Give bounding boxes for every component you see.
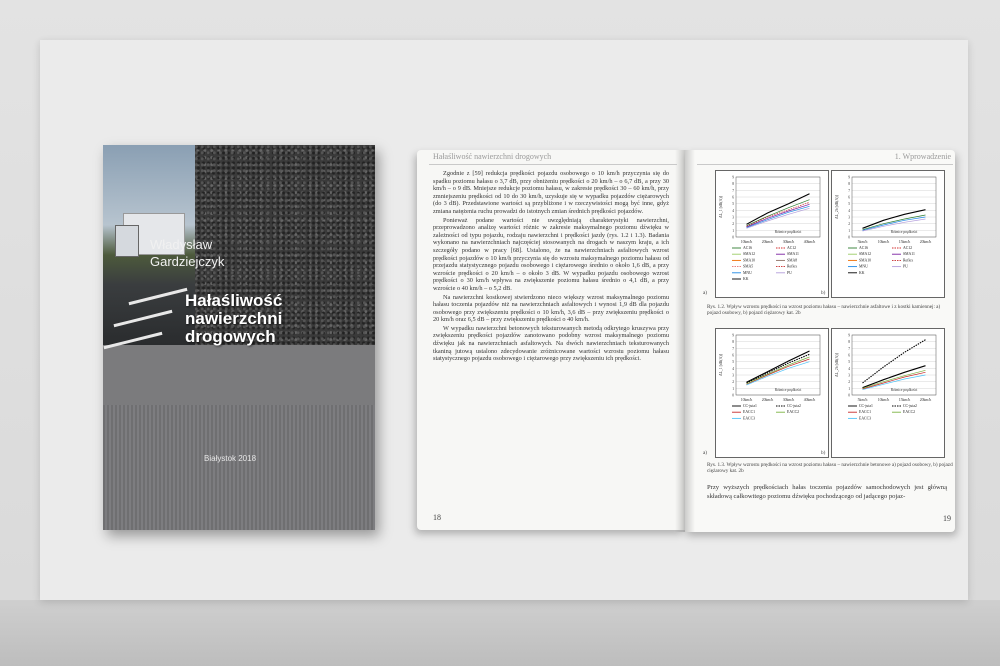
legend-label: SMA8 [787, 258, 798, 263]
x-tick-label: 40km/h [803, 240, 816, 244]
legend-label: SMA11 [787, 252, 799, 257]
x-tick-label: 20km/h [761, 240, 774, 244]
legend-label: AC12 [787, 246, 797, 250]
series-line [863, 370, 926, 388]
legend-label: KK [859, 270, 865, 275]
shelf [0, 600, 1000, 666]
x-tick-label: 30km/h [782, 398, 795, 402]
legend-label: EACC1 [743, 410, 756, 415]
series-line [747, 208, 810, 228]
legend-label: CC-juta1 [859, 404, 873, 408]
y-axis-label: ΔL_1 [dB(A)] [719, 196, 723, 218]
x-tick-label: 30km/h [782, 240, 795, 244]
y-tick-label: 0 [848, 393, 850, 398]
x-tick-label: 5km/h [857, 398, 868, 402]
chart-svg [832, 329, 944, 457]
x-axis-title: Różnice prędkości [890, 230, 918, 234]
legend-label: AC12 [903, 246, 913, 250]
y-tick-label: 7 [848, 346, 850, 351]
y-tick-label: 5 [848, 360, 850, 365]
legend-label: EACC3 [743, 416, 756, 421]
paragraph: Ponieważ podane wartości nie uwzględniają charakterystyki nawierzchni, przeprowadzono analizę wartości różnic w zakresie maksymalnego poziomu dźwięku w zależności od typu pojazdu, rodzaju nawierzchni i prędkości jazdy (rys. 1.2 i 1.3). Badania wykonano na nawierzchniach najczęściej stosowanych na drogach w naszym kraju, a ich szczegóły podano w pracy [68]. Ustalono, że na nawierzchniach asfaltowych wzrost prędkości pojazdów o 10 km/h przyczynia się do wzrostu maksymalnego poziomu hałasu od przejazdu statystycznego pojazdu osobowego i ciężarowego średnio o około 1,6 dB, a przy wzroście prędkości o 20 km/h – o około 3 dB. W wypadku pojazdu osobowego wzrost prędkości o 30 km/h wpływa na zwiększenie poziomu hałasu średnio o 4,1 dB, a przy wzroście o 40 km/h – o 5,2 dB. [433, 216, 669, 292]
x-tick-label: 10km/h [877, 240, 890, 244]
legend-label: AC16 [743, 246, 753, 250]
panel-label-a: a) [703, 290, 708, 296]
y-tick-label: 8 [848, 182, 850, 187]
left-header-rule [429, 164, 677, 165]
y-tick-label: 0 [732, 235, 734, 240]
figure-caption-1-2: Rys. 1.2. Wpływ wzrostu prędkości na wzrost poziomu hałasu – nawierzchnie asfaltowe i z kostki kamiennej: a) pojazd osobowy, b) pojazd ciężarowy kat. 2b [707, 304, 941, 317]
x-tick-label: 15km/h [898, 398, 911, 402]
left-running-header: Hałaśliwość nawierzchni drogowych [433, 152, 552, 161]
x-axis-title: Różnice prędkości [774, 230, 802, 234]
y-tick-label: 5 [732, 360, 734, 365]
truck-cab-image [115, 225, 139, 257]
y-tick-label: 6 [732, 353, 734, 358]
legend-label: PU [903, 264, 908, 269]
y-tick-label: 7 [848, 188, 850, 193]
open-book [397, 140, 985, 548]
y-axis-label: ΔL_2b [dB(A)] [835, 353, 839, 377]
x-tick-label: 15km/h [898, 240, 911, 244]
y-tick-label: 9 [732, 175, 734, 180]
y-tick-label: 3 [732, 373, 734, 378]
y-tick-label: 1 [732, 228, 734, 233]
y-tick-label: 1 [848, 228, 850, 233]
legend-label: KK [743, 277, 749, 281]
x-tick-label: 40km/h [803, 398, 816, 402]
x-tick-label: 20km/h [919, 240, 932, 244]
y-tick-label: 2 [848, 222, 850, 227]
x-tick-label: 10km/h [877, 398, 890, 402]
series-line [863, 210, 926, 229]
legend-label: EACC1 [859, 410, 872, 415]
x-tick-label: 20km/h [761, 398, 774, 402]
paragraph: W wypadku nawierzchni betonowych teksturowanych metodą odkrytego kruszywa przy zwiększeniu prędkości pojazdów zanotowano podobny wzrost maksymalnego poziomu dźwięku jak na nawierzchniach asfaltowych. Na dwóch nawierzchniach teksturowanych tkaniną jutową ustalono zdecydowanie zróżnicowane wartości wzrostu poziomu hałasu statystycznego pojazdu osobowego i ciężarowego przy zwiększeniu ich prędkości. [433, 324, 669, 363]
left-body-text [433, 170, 669, 364]
y-tick-label: 4 [848, 208, 850, 213]
y-tick-label: 4 [732, 366, 734, 371]
panel-label-b: b) [821, 290, 826, 296]
y-tick-label: 9 [848, 175, 850, 180]
y-tick-label: 6 [848, 353, 850, 358]
y-axis-label: ΔL_2b [dB(A)] [835, 195, 839, 219]
legend-label: SMA12 [859, 252, 872, 257]
title-line-2: nawierzchni [185, 309, 283, 328]
plot-frame [852, 335, 936, 395]
x-tick-label: 20km/h [919, 398, 932, 402]
y-tick-label: 3 [732, 215, 734, 220]
y-tick-label: 2 [848, 380, 850, 385]
y-tick-label: 5 [732, 202, 734, 207]
series-line [747, 359, 810, 384]
legend-label: PU [787, 270, 792, 275]
chart-concrete-car [715, 328, 829, 458]
y-tick-label: 0 [848, 235, 850, 240]
y-tick-label: 5 [848, 202, 850, 207]
chart-concrete-truck [831, 328, 945, 458]
legend-label: AC16 [859, 246, 869, 250]
y-tick-label: 3 [848, 215, 850, 220]
author-first-name: Władysław [150, 237, 213, 252]
legend-label: MNU [859, 264, 868, 269]
cover-author [150, 236, 350, 270]
figure-caption-1-3: Rys. 1.3. Wpływ wzrostu prędkości na wzrost poziomu hałasu – nawierzchnie betonowe a) pojazd osobowy, b) pojazd ciężarowy kat. 2b [707, 462, 953, 475]
x-tick-label: 5km/h [857, 240, 868, 244]
panel-label-b: b) [821, 450, 826, 456]
y-tick-label: 7 [732, 346, 734, 351]
chart-asphalt-car [715, 170, 829, 298]
legend-label: EACC2 [787, 410, 800, 415]
road-marking [114, 310, 173, 327]
y-axis-label: ΔL_1 [dB(A)] [719, 354, 723, 376]
legend-label: Reflex [903, 258, 914, 263]
legend-label: SMA10 [743, 258, 756, 263]
y-tick-label: 1 [848, 386, 850, 391]
y-tick-label: 9 [732, 333, 734, 338]
right-page-number: 19 [943, 514, 951, 523]
y-tick-label: 4 [848, 366, 850, 371]
paragraph: Zgodnie z [59] redukcja prędkości pojazdu osobowego o 10 km/h przyczynia się do spadku poziomu hałasu o 3,7 dB, przy obniżeniu prędkości o 20 km/h – o 6,7 dB, a przy 30 km/h – o 9 dB. Mniejsze redukcje poziomu hałasu, w zakresie prędkości 30 – 60 km/h, przy zmniejszeniu prędkości od 10 do 30 km/h, uzyskuje się w wypadku pojazdów ciężarowych (do 3 dB). Przedstawione wartości są przybliżone i w rzeczywistości mogą być inne, gdyż zmiana natężenia ruchu prowadzi do istotnych zmian średnich prędkości pojazdów. [433, 170, 669, 215]
x-axis-title: Różnice prędkości [774, 388, 802, 392]
y-tick-label: 2 [732, 222, 734, 227]
road-marking [129, 288, 188, 305]
y-tick-label: 8 [732, 340, 734, 345]
author-last-name: Gardziejczyk [150, 254, 225, 269]
road-surface-texture [103, 405, 375, 530]
title-line-1: Hałaśliwość [185, 291, 283, 310]
legend-label: CC-juta2 [903, 404, 917, 408]
chart-svg [716, 171, 828, 297]
right-running-header: 1. Wprowadzenie [894, 152, 951, 161]
left-page-number: 18 [433, 513, 441, 522]
legend-label: SMA11 [903, 252, 915, 257]
cover-title [185, 292, 375, 346]
title-line-3: drogowych [185, 327, 276, 346]
y-tick-label: 3 [848, 373, 850, 378]
legend-label: CC-juta1 [743, 404, 757, 408]
legend-label: CC-juta2 [787, 404, 801, 408]
y-tick-label: 8 [848, 340, 850, 345]
book-gutter [675, 150, 695, 532]
legend-label: EACC3 [859, 416, 872, 421]
chart-svg [832, 171, 944, 297]
y-tick-label: 2 [732, 380, 734, 385]
legend-label: SMA12 [743, 252, 756, 257]
legend-label: MNU [743, 270, 752, 275]
series-line [747, 351, 810, 382]
series-line [747, 354, 810, 383]
cover-place-year: Białystok 2018 [204, 454, 257, 463]
legend-label: EACC2 [903, 410, 916, 415]
y-tick-label: 1 [732, 386, 734, 391]
y-tick-label: 7 [732, 188, 734, 193]
plot-frame [736, 335, 820, 395]
x-tick-label: 10km/h [740, 240, 753, 244]
y-tick-label: 8 [732, 182, 734, 187]
y-tick-label: 6 [848, 195, 850, 200]
y-tick-label: 4 [732, 208, 734, 213]
x-axis-title: Różnice prędkości [890, 388, 918, 392]
legend-label: Reflex [787, 264, 798, 269]
right-body-text: Przy wyższych prędkościach hałas toczenia pojazdów samochodowych jest główną składową całkowitego poziomu dźwięku pochodzącego od jadącego pojaz- [707, 484, 947, 500]
legend-label: SMA5 [743, 264, 754, 269]
x-tick-label: 10km/h [740, 398, 753, 402]
y-tick-label: 6 [732, 195, 734, 200]
panel-label-a: a) [703, 450, 708, 456]
right-header-rule [697, 164, 953, 165]
chart-asphalt-truck [831, 170, 945, 298]
y-tick-label: 9 [848, 333, 850, 338]
legend-label: SMA10 [859, 258, 872, 263]
paragraph: Na nawierzchni kostkowej stwierdzono nieco większy wzrost maksymalnego poziomu hałasu toczenia pojazdów niż na nawierzchniach asfaltowych i wynosi 1,9 dB dla pojazdu osobowego przy zwiększeniu prędkości o 10 km/h, 3,6 dB – przy zwiększeniu prędkości o 20 km/h oraz 6,5 dB – przy zwiększeniu prędkości o 40 km/h. [433, 293, 669, 324]
road-marking [104, 332, 163, 349]
y-tick-label: 0 [732, 393, 734, 398]
chart-svg [716, 329, 828, 457]
